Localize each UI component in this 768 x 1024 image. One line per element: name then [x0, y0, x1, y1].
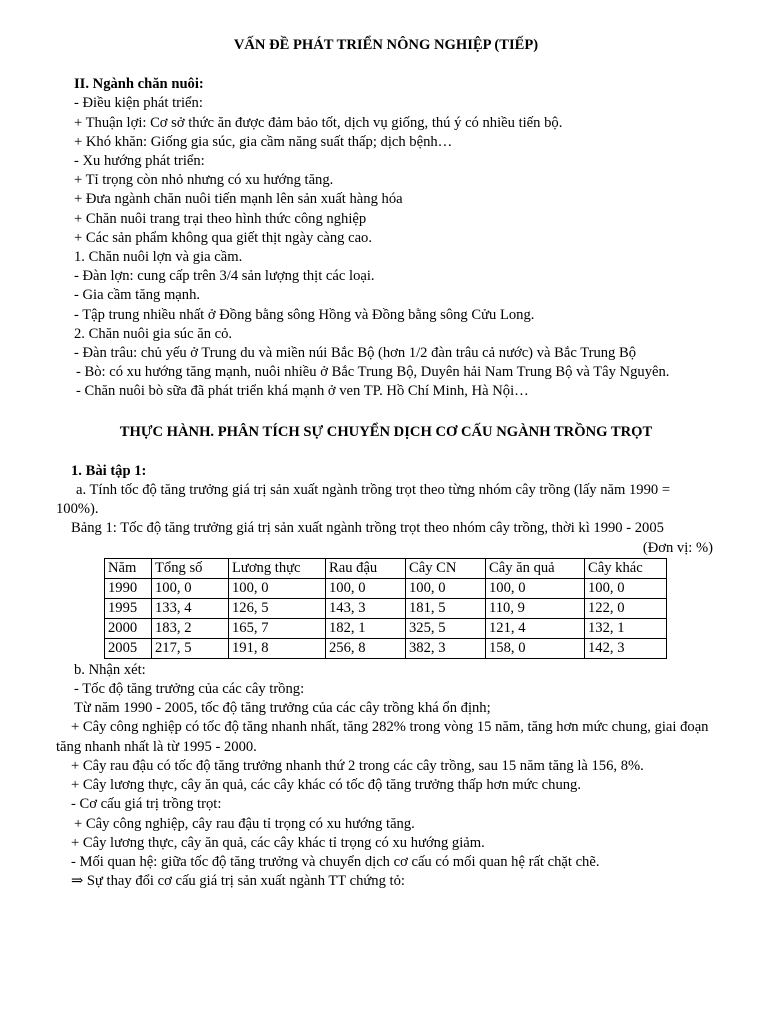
text-paragraph	[56, 363, 716, 382]
table-header-cell: Cây ăn quả	[486, 558, 585, 578]
text-line: + Chăn nuôi trang trại theo hình thức công nghiệp	[74, 210, 367, 227]
table-row	[105, 638, 667, 658]
text-line: + Tỉ trọng còn nhỏ nhưng có xu hướng tăng.	[74, 172, 334, 189]
table-header-cell: Cây CN	[406, 558, 486, 578]
text-line: - Tốc độ tăng trưởng của các cây trồng:	[74, 681, 305, 698]
text-line: - Gia cầm tăng mạnh.	[74, 287, 201, 304]
table-row	[105, 598, 667, 618]
table-header-cell: Năm	[105, 558, 152, 578]
text-cattle: - Bò: có xu hướng tăng mạnh, nuôi nhiều ở Bắc Trung Bộ, Duyên hải Nam Trung Bộ và Tây Nguyên.	[76, 364, 670, 381]
table-row	[105, 578, 667, 598]
table-cell: 182, 1	[326, 618, 406, 638]
table-cell: 1990	[105, 578, 152, 598]
text-line: - Mối quan hệ: giữa tốc độ tăng trưởng và chuyển dịch cơ cấu có mối quan hệ rất chặt chẽ.	[71, 853, 600, 870]
table-cell: 181, 5	[406, 598, 486, 618]
table-header-cell: Cây khác	[585, 558, 667, 578]
text-line: + Khó khăn: Giống gia súc, gia cầm năng suất thấp; dịch bệnh…	[74, 133, 453, 150]
text-line: - Tập trung nhiều nhất ở Đồng bằng sông Hồng và Đồng bằng sông Cửu Long.	[74, 306, 535, 323]
table-cell: 100, 0	[585, 578, 667, 598]
table-cell: 2005	[105, 638, 152, 658]
text-line: + Cây lương thực, cây ăn quả, các cây khác có tốc độ tăng trưởng thấp hơn mức chung.	[71, 777, 581, 794]
text-line: - Xu hướng phát triển:	[74, 153, 205, 170]
text-line: + Cây lương thực, cây ăn quả, các cây khác tỉ trọng có xu hướng giảm.	[71, 834, 485, 851]
table-cell: 158, 0	[486, 638, 585, 658]
text-line: - Cơ cấu giá trị trồng trọt:	[71, 796, 222, 813]
text-line: - Điều kiện phát triển:	[74, 95, 203, 112]
text-line: - Đàn lợn: cung cấp trên 3/4 sản lượng thịt các loại.	[74, 268, 375, 285]
table-cell: 100, 0	[326, 578, 406, 598]
table-cell: 122, 0	[585, 598, 667, 618]
table-cell: 191, 8	[229, 638, 326, 658]
table-header-cell: Lương thực	[229, 558, 326, 578]
table-row	[105, 618, 667, 638]
table-header-row	[105, 558, 667, 578]
table-cell: 132, 1	[585, 618, 667, 638]
text-line: + Thuận lợi: Cơ sở thức ăn được đảm bảo tốt, dịch vụ giống, thú ý có nhiều tiến bộ.	[74, 114, 563, 131]
page-title: VẤN ĐỀ PHÁT TRIỂN NÔNG NGHIỆP (TIẾP)	[233, 37, 539, 53]
table-cell: 217, 5	[152, 638, 229, 658]
text-line: Từ năm 1990 - 2005, tốc độ tăng trưởng của các cây trồng khá ổn định;	[74, 700, 491, 717]
exercise-a: a. Tính tốc độ tăng trưởng giá trị sản xuất ngành trồng trọt theo từng nhóm cây trồng (lấy năm 1990 = 100%).	[56, 482, 671, 518]
exercise-title: 1. Bài tập 1:	[71, 462, 147, 479]
text-line: + Đưa ngành chăn nuôi tiến mạnh lên sản xuất hàng hóa	[74, 191, 403, 208]
table-cell: 325, 5	[406, 618, 486, 638]
table-cell: 256, 8	[326, 638, 406, 658]
table-cell: 100, 0	[406, 578, 486, 598]
table-cell: 100, 0	[152, 578, 229, 598]
growth-table	[104, 558, 667, 659]
text-line: + Cây rau đậu có tốc độ tăng trưởng nhanh thứ 2 trong các cây trồng, sau 15 năm tăng là 156, 8%.	[71, 757, 644, 774]
text-line: + Các sản phẩm không qua giết thịt ngày càng cao.	[74, 229, 372, 246]
table-cell: 1995	[105, 598, 152, 618]
table-header-cell: Tổng số	[152, 558, 229, 578]
table-cell: 126, 5	[229, 598, 326, 618]
table-cell: 143, 3	[326, 598, 406, 618]
subsection-title-pigs-poultry: 1. Chăn nuôi lợn và gia cầm.	[74, 249, 243, 266]
table-cell: 382, 3	[406, 638, 486, 658]
document-page	[56, 36, 716, 891]
table-header-cell: Rau đậu	[326, 558, 406, 578]
text-line: - Đàn trâu: chủ yếu ở Trung du và miền núi Bắc Bộ (hơn 1/2 đàn trâu cả nước) và Bắc Trung Bộ	[74, 345, 637, 362]
table-cell: 142, 3	[585, 638, 667, 658]
text-line: - Chăn nuôi bò sữa đã phát triển khá mạnh ở ven TP. Hồ Chí Minh, Hà Nội…	[76, 383, 529, 400]
table-cell: 2000	[105, 618, 152, 638]
text-line: + Cây công nghiệp, cây rau đậu tỉ trọng có xu hướng tăng.	[74, 815, 415, 832]
remarks-title: b. Nhận xét:	[74, 661, 146, 678]
unit-label: (Đơn vị: %)	[642, 539, 713, 556]
text-line: ⇒ Sự thay đổi cơ cấu giá trị sản xuất ngành TT chứng tỏ:	[71, 873, 405, 890]
table-cell: 110, 9	[486, 598, 585, 618]
table-caption: Bảng 1: Tốc độ tăng trưởng giá trị sản xuất ngành trồng trọt theo nhóm cây trồng, thời kì 1990 - 2005	[71, 520, 664, 537]
practice-title: THỰC HÀNH. PHÂN TÍCH SỰ CHUYỂN DỊCH CƠ CẤU NGÀNH TRỒNG TRỌT	[119, 423, 653, 440]
table-cell: 121, 4	[486, 618, 585, 638]
table-cell: 165, 7	[229, 618, 326, 638]
text-paragraph: + Cây công nghiệp có tốc độ tăng nhanh nhất, tăng 282% trong vòng 15 năm, tăng hơn mức chung, giai đoạn tăng nhanh nhất là từ 1995 - 2000.	[56, 719, 709, 755]
table-cell: 133, 4	[152, 598, 229, 618]
subsection-title-grazing-livestock: 2. Chăn nuôi gia súc ăn cỏ.	[74, 325, 233, 342]
table-cell: 183, 2	[152, 618, 229, 638]
table-cell: 100, 0	[486, 578, 585, 598]
table-cell: 100, 0	[229, 578, 326, 598]
section-title-livestock: II. Ngành chăn nuôi:	[74, 76, 204, 93]
